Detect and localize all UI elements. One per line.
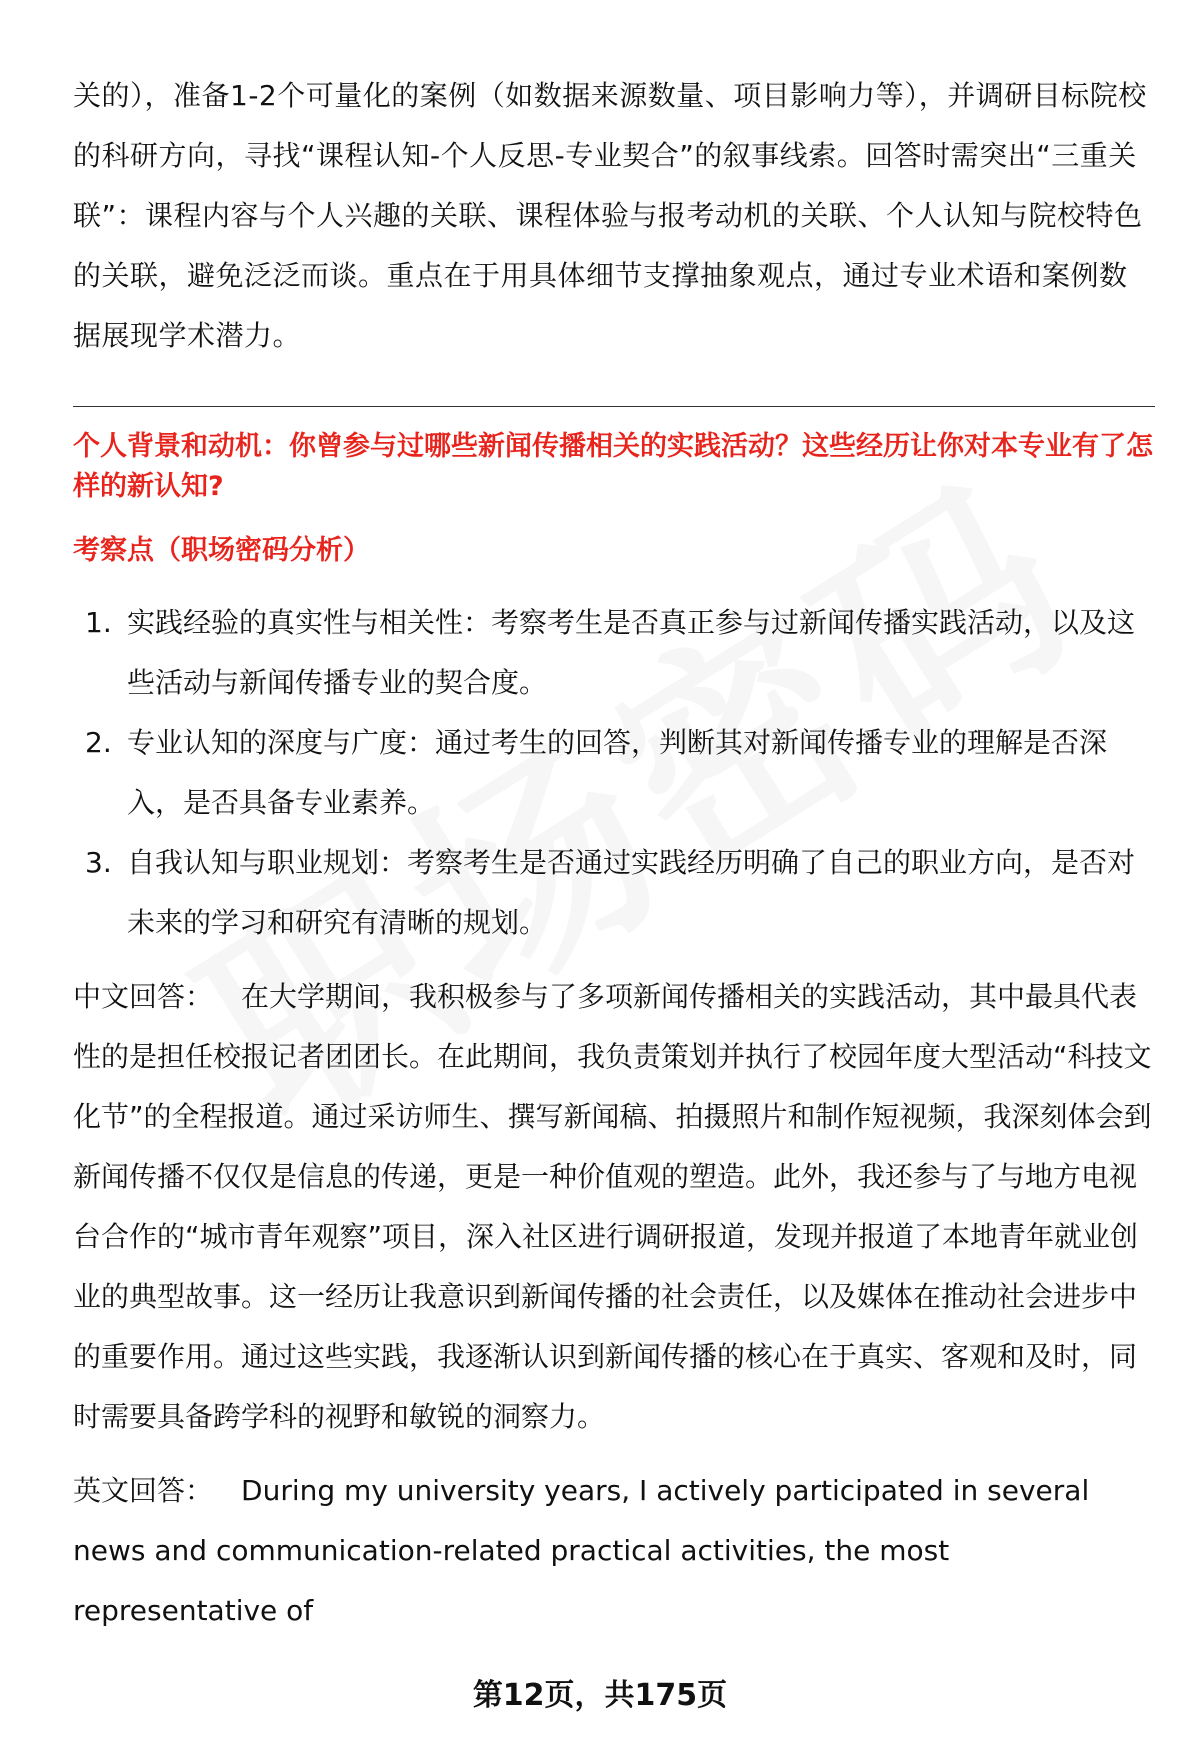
points-heading: 考察点（职场密码分析） — [73, 535, 370, 566]
english-answer-label: 英文回答： — [73, 1474, 214, 1507]
list-item-text: 自我认知与职业规划：考察考生是否通过实践经历明确了自己的职业方向，是否对未来的学习和研究有清晰的规划。 — [127, 846, 1136, 939]
list-item-number: 3. — [85, 846, 112, 879]
intro-paragraph: 关的），准备1-2个可量化的案例（如数据来源数量、项目影响力等），并调研目标院校的科研方向，寻找“课程认知-个人反思-专业契合”的叙事线索。回答时需突出“三重关联”：课程内容与个人兴趣的关联、课程体验与报考动机的关联、个人认知与院校特色的关联，避免泛泛而谈。重点在于用具体细节支撑抽象观点，通过专业术语和案例数据展现学术潜力。 — [73, 79, 1147, 352]
question-heading: 个人背景和动机：你曾参与过哪些新闻传播相关的实践活动？这些经历让你对本专业有了怎样的新认知? — [73, 431, 1153, 502]
chinese-answer-text: 在大学期间，我积极参与了多项新闻传播相关的实践活动，其中最具代表性的是担任校报记者团团长。在此期间，我负责策划并执行了校园年度大型活动“科技文化节”的全程报道。通过采访师生、撰写新闻稿、拍摄照片和制作短视频，我深刻体会到新闻传播不仅仅是信息的传递，更是一种价值观的塑造。此外，我还参与了与地方电视台合作的“城市青年观察”项目，深入社区进行调研报道，发现并报道了本地青年就业创业的典型故事。这一经历让我意识到新闻传播的社会责任，以及媒体在推动社会进步中的重要作用。通过这些实践，我逐渐认识到新闻传播的核心在于真实、客观和及时，同时需要具备跨学科的视野和敏锐的洞察力。 — [73, 980, 1152, 1433]
list-item — [73, 593, 1155, 713]
list-item-text: 专业认知的深度与广度：通过考生的回答，判断其对新闻传播专业的理解是否深入，是否具备专业素养。 — [127, 726, 1108, 819]
list-item — [73, 713, 1155, 833]
page-number-footer: 第12页，共175页 — [472, 1678, 728, 1713]
list-item — [73, 833, 1155, 953]
list-item-text: 实践经验的真实性与相关性：考察考生是否真正参与过新闻传播实践活动，以及这些活动与新闻传播专业的契合度。 — [127, 606, 1136, 699]
points-list — [73, 593, 1155, 953]
chinese-answer-label: 中文回答： — [73, 980, 214, 1013]
section-divider — [73, 406, 1155, 407]
page-content — [73, 66, 1155, 1641]
english-answer-text: During my university years, I actively participated in several news and communication-related practical activities, the most representative of — [73, 1474, 1090, 1627]
english-answer — [73, 1461, 1155, 1641]
list-item-number: 1. — [85, 606, 112, 639]
chinese-answer — [73, 967, 1155, 1447]
list-item-number: 2. — [85, 726, 112, 759]
